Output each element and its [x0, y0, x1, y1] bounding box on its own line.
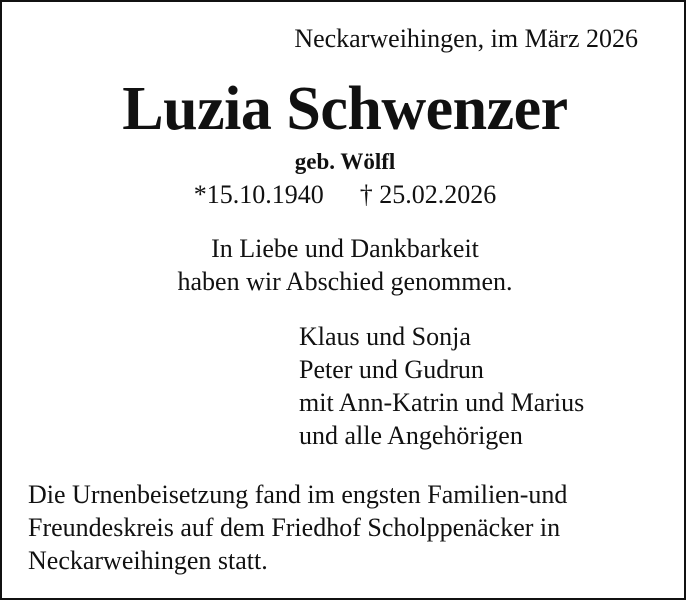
deceased-name: Luzia Schwenzer	[122, 75, 568, 143]
maiden-name: geb. Wölfl	[294, 149, 396, 174]
mourner-line: und alle Angehörigen	[299, 421, 523, 450]
burial-line: Freundeskreis auf dem Friedhof Scholppenäcker in	[28, 513, 561, 542]
life-dates	[2, 180, 686, 210]
place-and-date: Neckarweihingen, im März 2026	[294, 24, 638, 53]
mourners-list	[299, 320, 584, 452]
farewell-line: haben wir Abschied genommen.	[177, 267, 513, 296]
mourner-line: Klaus und Sonja	[299, 322, 471, 351]
burial-note	[28, 478, 668, 577]
birth-date: *15.10.1940	[193, 180, 324, 209]
death-date: † 25.02.2026	[359, 180, 497, 209]
farewell-line: In Liebe und Dankbarkeit	[211, 234, 479, 263]
mourner-line: Peter und Gudrun	[299, 355, 484, 384]
mourner-line: mit Ann-Katrin und Marius	[299, 388, 585, 417]
burial-line: Neckarweihingen statt.	[28, 546, 268, 575]
farewell-text	[2, 232, 686, 298]
burial-line: Die Urnenbeisetzung fand im engsten Familien-und	[28, 480, 568, 509]
